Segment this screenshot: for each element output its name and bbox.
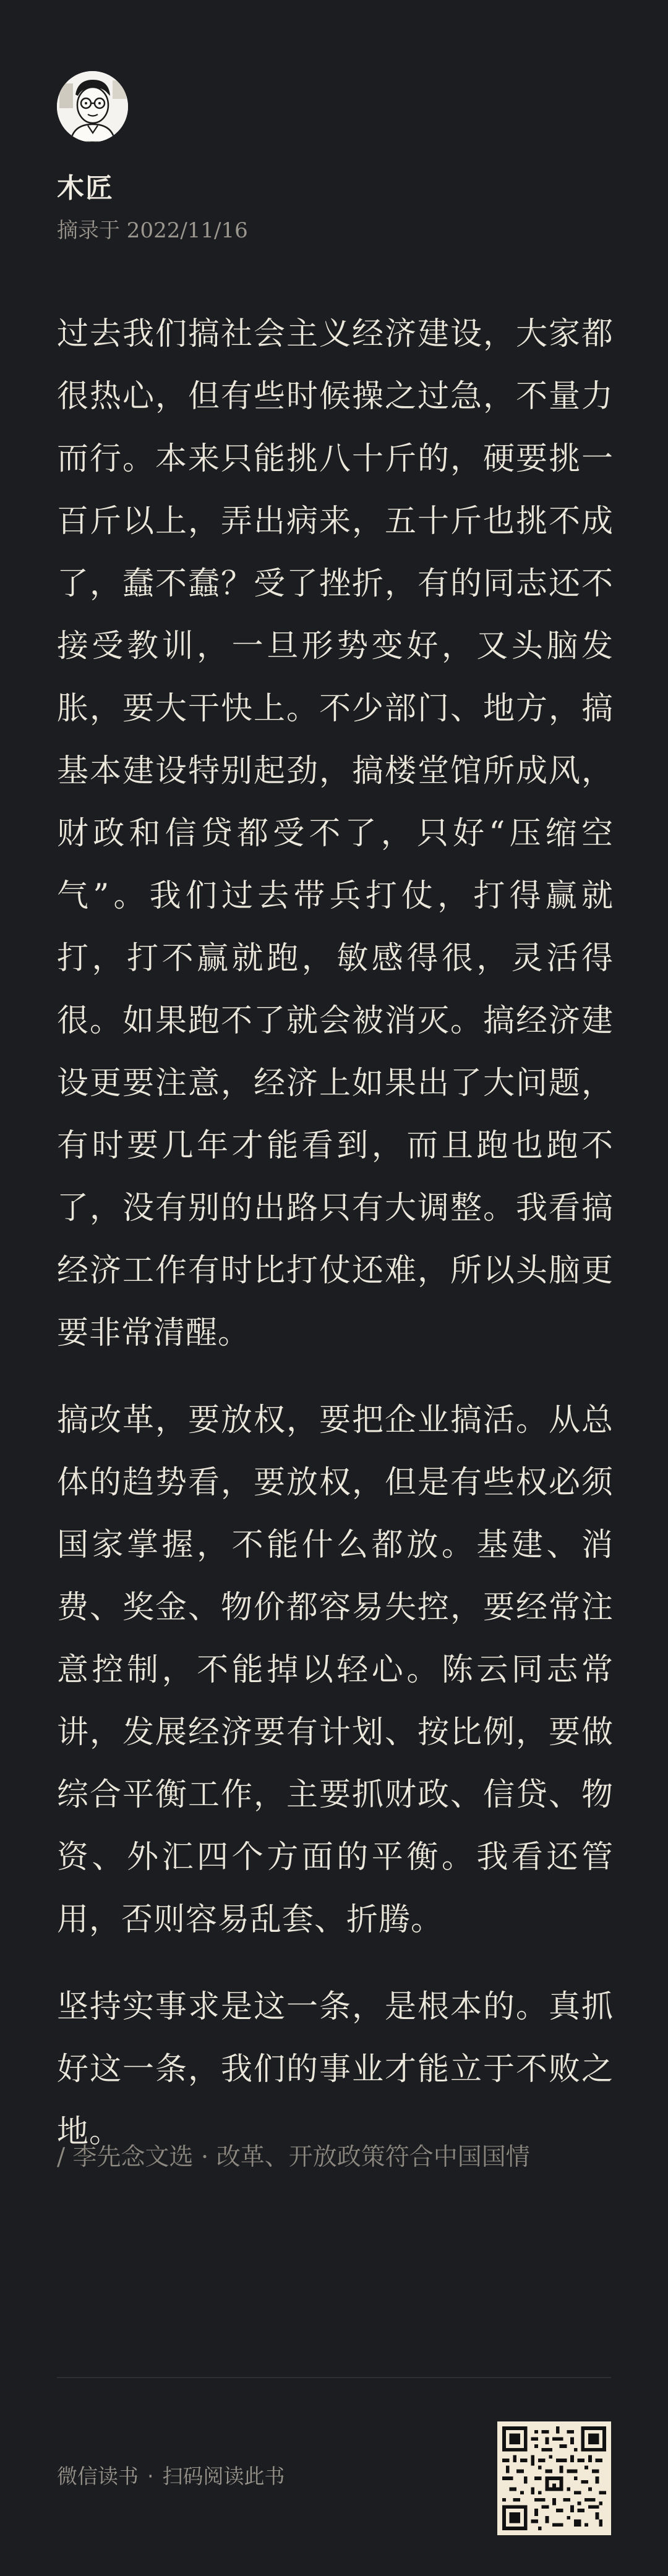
quote-paragraph: 搞改革，要放权，要把企业搞活。从总体的趋势看，要放权，但是有些权必须国家掌握，不能什么都放。基建、消费、奖金、物价都容易失控，要经常注意控制，不能掉以轻心。陈云同志常讲，发展经济要有计划、按比例，要做综合平衡工作，主要抓财政、信贷、物资、外汇四个方面的平衡。我看还管用，否则容易乱套、折腾。	[57, 1402, 614, 1938]
quote-paragraph: 坚持实事求是这一条，是根本的。真抓好这一条，我们的事业才能立于不败之地。	[57, 1989, 614, 2150]
qr-code[interactable]	[497, 2421, 611, 2535]
excerpt-date: 摘录于 2022/11/16	[57, 218, 248, 243]
author-name: 木匠	[57, 172, 114, 204]
quote-body	[57, 303, 614, 2188]
scan-prompt: 扫码阅读此书	[162, 2464, 285, 2488]
avatar-illustration-icon	[57, 71, 128, 142]
divider	[57, 2377, 611, 2378]
quote-paragraph: 过去我们搞社会主义经济建设，大家都很热心，但有些时候操之过急，不量力而行。本来只能挑八十斤的，硬要挑一百斤以上，弄出病来，五十斤也挑不成了，蠢不蠢？受了挫折，有的同志还不接受教训，一旦形势变好，又头脑发胀，要大干快上。不少部门、地方，搞基本建设特别起劲，搞楼堂馆所成风，财政和信贷都受不了，只好“压缩空气”。我们过去带兵打仗，打得赢就打，打不赢就跑，敏感得很，灵活得很。如果跑不了就会被消灭。搞经济建设更要注意，经济上如果出了大问题，有时要几年才能看到，而且跑也跑不了，没有别的出路只有大调整。我看搞经济工作有时比打仗还难，所以头脑更要非常清醒。	[57, 316, 614, 1351]
app-name: 微信读书	[57, 2464, 139, 2488]
avatar[interactable]	[57, 71, 128, 142]
footer-separator: ·	[147, 2464, 154, 2488]
qr-code-icon	[502, 2426, 606, 2530]
book-source[interactable]: / 李先念文选 · 改革、开放政策符合中国国情	[57, 2143, 530, 2171]
footer-caption	[57, 2460, 285, 2489]
